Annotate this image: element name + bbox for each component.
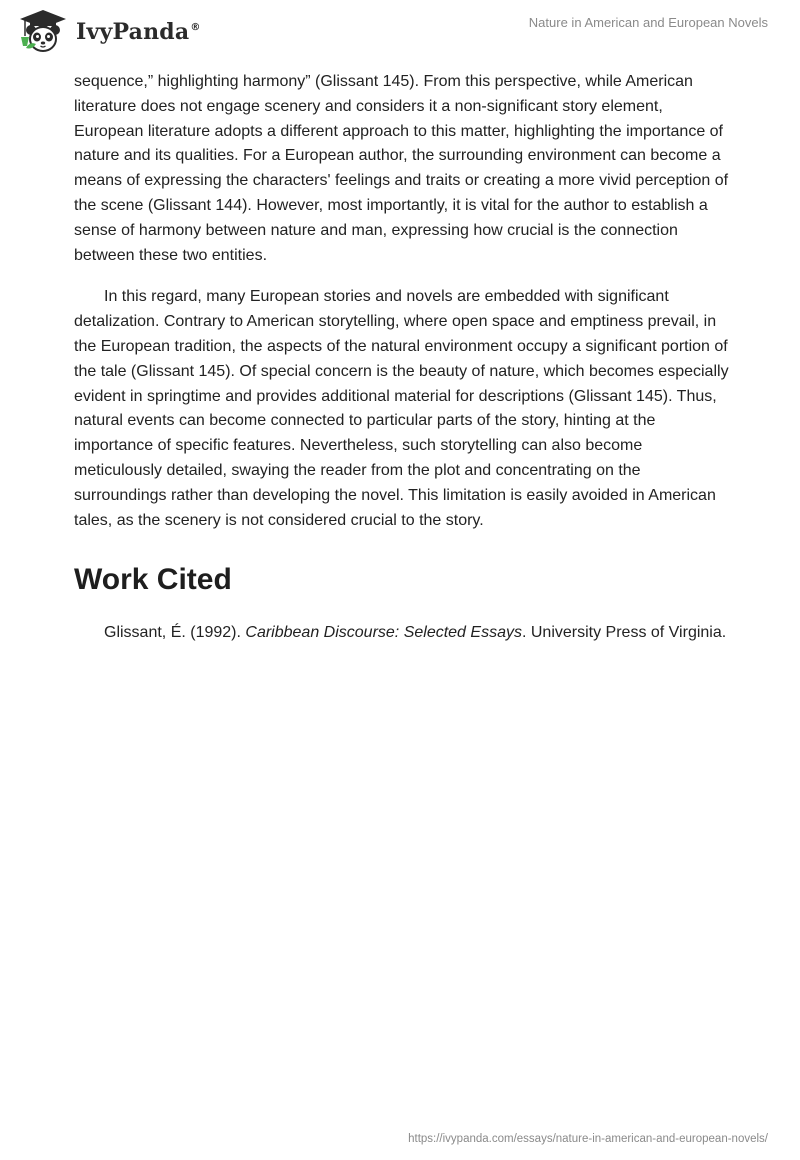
citation-publisher: . University Press of Virginia.: [521, 624, 727, 642]
body-paragraph: sequence,” highlighting harmony” (Glissant 145). From this perspective, while American literature does not engage scenery and considers it a non-significant story element, European literature adopts a different approach to this matter, highlighting the importance of nature and its qualities. For a European author, the surrounding environment can become a means of expressing the characters' feelings and traits or creating a more vivid perception of the scene (Glissant 144). However, most importantly, it is vital for the author to establish a sense of harmony between nature and man, expressing how crucial is the connection between these two entities.: [74, 73, 729, 264]
brand-name-text: IvyPanda: [76, 19, 190, 45]
panda-graduation-cap-icon: [16, 8, 70, 54]
registered-mark: ®: [190, 22, 201, 33]
brand-name: [76, 19, 201, 45]
footer-source-url[interactable]: https://ivypanda.com/essays/nature-in-american-and-european-novels/: [408, 1133, 768, 1145]
citation-entry: [74, 621, 730, 646]
page-header: [0, 0, 800, 60]
works-cited-heading: Work Cited: [74, 563, 232, 597]
citation-title: Caribbean Discourse: Selected Essays: [245, 624, 522, 642]
ivypanda-logo[interactable]: [16, 8, 201, 54]
running-title: Nature in American and European Novels: [528, 15, 768, 30]
citation-author-year: Glissant, É. (1992).: [104, 624, 246, 642]
body-paragraph: In this regard, many European stories and novels are embedded with significant detalization. Contrary to American storytelling, where open space and emptiness prevail, in the European tradition, the aspects of the natural environment occupy a significant portion of the tale (Glissant 145). Of special concern is the beauty of nature, which becomes especially evident in springtime and provides additional material for descriptions (Glissant 145). Thus, natural events can become connected to particular parts of the story, hinting at the importance of specific features. Nevertheless, such storytelling can also become meticulously detailed, swaying the reader from the plot and concentrating on the surroundings rather than developing the novel. This limitation is easily avoided in American tales, as the scenery is not considered crucial to the story.: [74, 288, 729, 529]
essay-content: [74, 70, 730, 646]
